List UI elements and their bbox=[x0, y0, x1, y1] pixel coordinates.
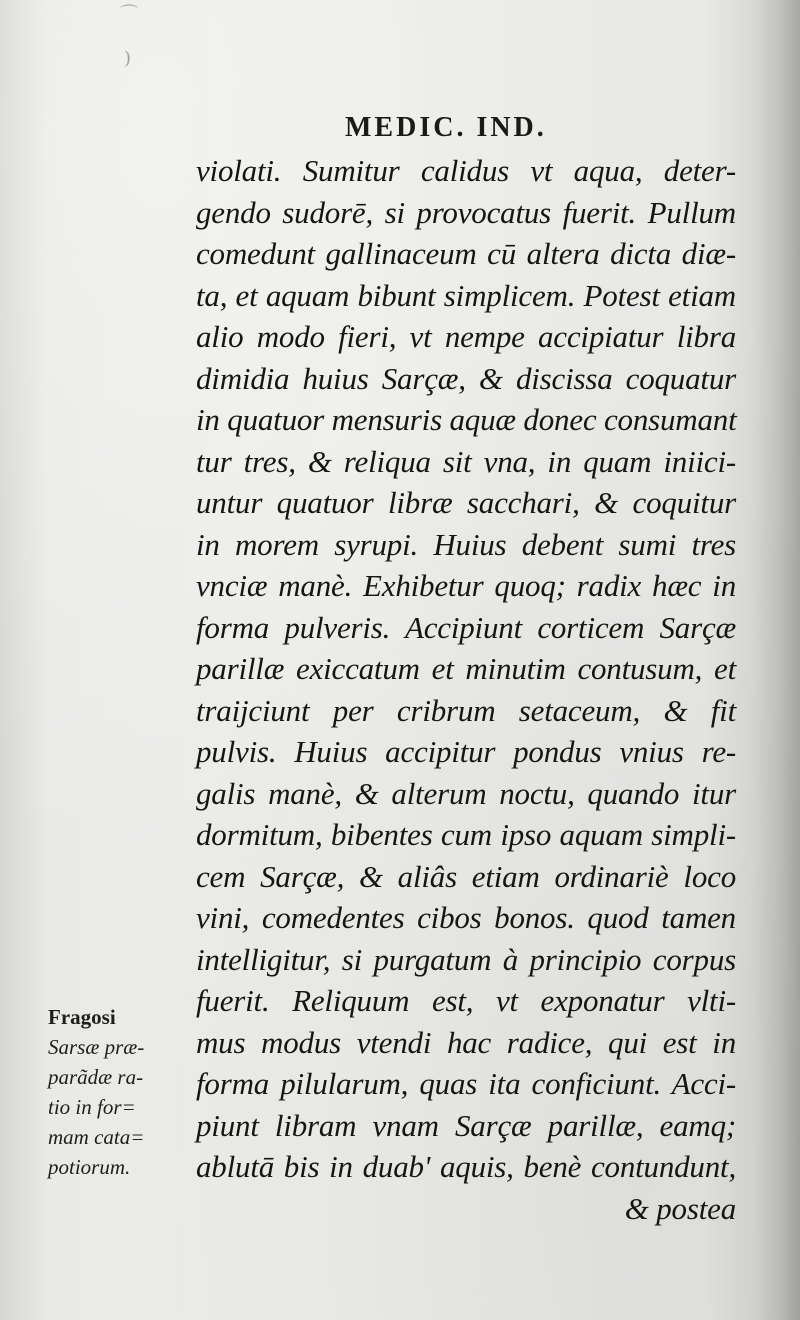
text-line: fuerit. Reliquum est, vt exponatur vlti- bbox=[196, 983, 736, 1018]
text-line: tur tres, & reliqua sit vna, in quam iniici- bbox=[196, 443, 736, 479]
text-line: forma pilularum, quas ita conficiunt. Acci- bbox=[196, 1066, 736, 1101]
page-edge-shadow bbox=[752, 0, 800, 1320]
margin-note-line: Sarsæ præ- bbox=[48, 1035, 145, 1059]
text-line: piunt libram vnam Sarçæ parillæ, eamq; bbox=[196, 1107, 736, 1143]
show-through-mark: ⌒ bbox=[120, 4, 138, 25]
text-line: mus modus vtendi hac radice, qui est in bbox=[196, 1024, 736, 1060]
text-line: intelligitur, si purgatum à principio corpus bbox=[196, 941, 736, 977]
body-text bbox=[196, 150, 736, 1229]
text-line: comedunt gallinaceum cū altera dicta diæ- bbox=[196, 236, 736, 271]
text-line: ta, et aquam bibunt simplicem. Potest etiam bbox=[196, 277, 736, 313]
text-line: pulvis. Huius accipitur pondus vnius re- bbox=[196, 734, 736, 769]
text-line: cem Sarçæ, & aliâs etiam ordinariè loco bbox=[196, 858, 736, 894]
margin-note-line: Fragosi bbox=[48, 1005, 116, 1029]
margin-note-line: tio in for= bbox=[48, 1095, 136, 1119]
margin-note-line: mam cata= bbox=[48, 1125, 145, 1149]
text-line: vini, comedentes cibos bonos. quod tamen bbox=[196, 900, 736, 935]
show-through-mark: ) bbox=[124, 48, 132, 69]
text-line: galis manè, & alterum noctu, quando itur bbox=[196, 775, 736, 811]
text-line: in quatuor mensuris aquæ donec consumant bbox=[196, 402, 737, 437]
text-line: alio modo fieri, vt nempe accipiatur libra bbox=[196, 319, 736, 354]
text-line: parillæ exiccatum et minutim contusum, et bbox=[196, 651, 736, 686]
catchword-line: & postea bbox=[624, 1190, 736, 1226]
running-head: MEDIC. IND. bbox=[345, 112, 547, 143]
text-line: vnciæ manè. Exhibetur quoq; radix hæc in bbox=[196, 568, 736, 603]
text-line: violati. Sumitur calidus vt aqua, deter- bbox=[196, 153, 736, 188]
text-line: forma pulveris. Accipiunt corticem Sarçæ bbox=[196, 609, 736, 645]
margin-note bbox=[48, 1002, 188, 1182]
margin-note-line: potiorum. bbox=[48, 1155, 131, 1179]
text-line: traijciunt per cribrum setaceum, & fit bbox=[196, 692, 736, 728]
text-line: gendo sudorē, si provocatus fuerit. Pullum bbox=[196, 194, 736, 230]
text-line: untur quatuor libræ sacchari, & coquitur bbox=[196, 485, 736, 520]
margin-note-line: parãdæ ra- bbox=[48, 1065, 144, 1089]
text-line: ablutā bis in duab' aquis, benè contundunt, bbox=[196, 1149, 736, 1184]
text-line: in morem syrupi. Huius debent sumi tres bbox=[196, 526, 736, 562]
text-line: dimidia huius Sarçæ, & discissa coquatur bbox=[196, 360, 736, 396]
text-line: dormitum, bibentes cum ipso aquam simpli- bbox=[196, 817, 736, 852]
